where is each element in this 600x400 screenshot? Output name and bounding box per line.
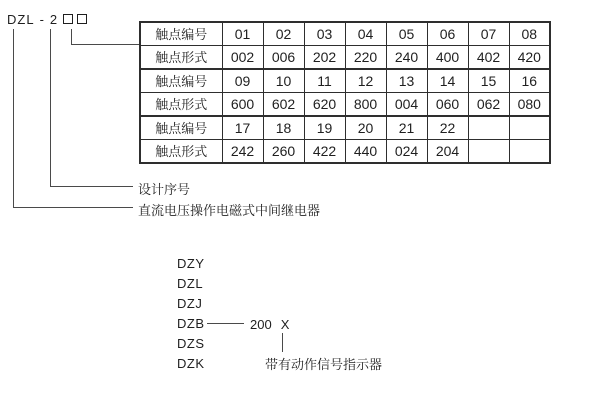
table-row <box>140 46 550 70</box>
table-cell <box>468 116 509 140</box>
placeholder-box-icon <box>77 14 87 24</box>
table-cell: 800 <box>345 93 386 117</box>
table-cell: 06 <box>427 22 468 46</box>
device-type-callout-hline <box>13 207 133 208</box>
model-suffix <box>250 317 289 332</box>
contact-table-callout-vline <box>71 29 72 44</box>
row-label-cell: 触点编号 <box>140 69 222 93</box>
series-item: DZY <box>177 256 205 271</box>
table-row <box>140 22 550 46</box>
model-series-text: DZL <box>7 12 35 27</box>
table-cell: 620 <box>304 93 345 117</box>
table-cell: 13 <box>386 69 427 93</box>
table-row <box>140 140 550 164</box>
table-cell: 420 <box>509 46 550 70</box>
device-type-callout-vline <box>13 29 14 207</box>
design-serial-callout-vline <box>50 29 51 186</box>
table-row <box>140 93 550 117</box>
series-item: DZL <box>177 276 204 291</box>
table-cell: 080 <box>509 93 550 117</box>
table-cell: 422 <box>304 140 345 164</box>
table-cell: 22 <box>427 116 468 140</box>
table-cell: 006 <box>263 46 304 70</box>
table-cell: 07 <box>468 22 509 46</box>
table-cell: 14 <box>427 69 468 93</box>
table-cell: 240 <box>386 46 427 70</box>
table-cell: 04 <box>345 22 386 46</box>
table-cell: 15 <box>468 69 509 93</box>
row-label-cell: 触点形式 <box>140 93 222 117</box>
table-cell: 08 <box>509 22 550 46</box>
table-cell: 21 <box>386 116 427 140</box>
table-cell: 260 <box>263 140 304 164</box>
table-cell: 400 <box>427 46 468 70</box>
table-cell: 03 <box>304 22 345 46</box>
contact-table <box>139 21 551 164</box>
suffix-variant-text: X <box>280 317 290 332</box>
table-cell <box>468 140 509 164</box>
table-cell: 05 <box>386 22 427 46</box>
table-cell: 024 <box>386 140 427 164</box>
table-cell: 12 <box>345 69 386 93</box>
design-serial-callout-hline <box>50 186 133 187</box>
table-cell: 602 <box>263 93 304 117</box>
table-cell: 17 <box>222 116 263 140</box>
table-cell: 01 <box>222 22 263 46</box>
table-cell: 062 <box>468 93 509 117</box>
table-cell: 16 <box>509 69 550 93</box>
table-cell: 11 <box>304 69 345 93</box>
device-type-label: 直流电压操作电磁式中间继电器 <box>138 203 321 218</box>
model-dash-text: - <box>39 12 45 27</box>
placeholder-box-icon <box>63 14 73 24</box>
indicator-pointer-line <box>282 333 283 352</box>
suffix-number-text: 200 <box>250 317 272 332</box>
table-cell: 20 <box>345 116 386 140</box>
series-item: DZB <box>177 316 205 331</box>
table-cell: 09 <box>222 69 263 93</box>
table-row <box>140 69 550 93</box>
row-label-cell: 触点形式 <box>140 140 222 164</box>
table-cell: 002 <box>222 46 263 70</box>
placeholder-boxes <box>63 12 91 27</box>
table-cell: 02 <box>263 22 304 46</box>
table-row <box>140 116 550 140</box>
table-cell: 402 <box>468 46 509 70</box>
table-cell: 202 <box>304 46 345 70</box>
dzb-suffix-connector-line <box>207 323 244 324</box>
row-label-cell: 触点形式 <box>140 46 222 70</box>
series-item: DZJ <box>177 296 203 311</box>
table-cell: 10 <box>263 69 304 93</box>
table-cell: 440 <box>345 140 386 164</box>
model-code <box>7 12 91 27</box>
table-cell: 060 <box>427 93 468 117</box>
model-design-number-text: 2 <box>49 12 59 27</box>
row-label-cell: 触点编号 <box>140 116 222 140</box>
table-cell: 204 <box>427 140 468 164</box>
contact-table-callout-hline <box>71 44 139 45</box>
series-item: DZK <box>177 356 205 371</box>
table-cell: 004 <box>386 93 427 117</box>
row-label-cell: 触点编号 <box>140 22 222 46</box>
table-cell <box>509 116 550 140</box>
indicator-note-label: 带有动作信号指示器 <box>265 357 383 372</box>
series-item: DZS <box>177 336 205 351</box>
table-cell: 242 <box>222 140 263 164</box>
table-cell: 600 <box>222 93 263 117</box>
table-cell: 18 <box>263 116 304 140</box>
table-cell: 220 <box>345 46 386 70</box>
design-serial-label: 设计序号 <box>138 182 191 197</box>
table-cell <box>509 140 550 164</box>
table-cell: 19 <box>304 116 345 140</box>
